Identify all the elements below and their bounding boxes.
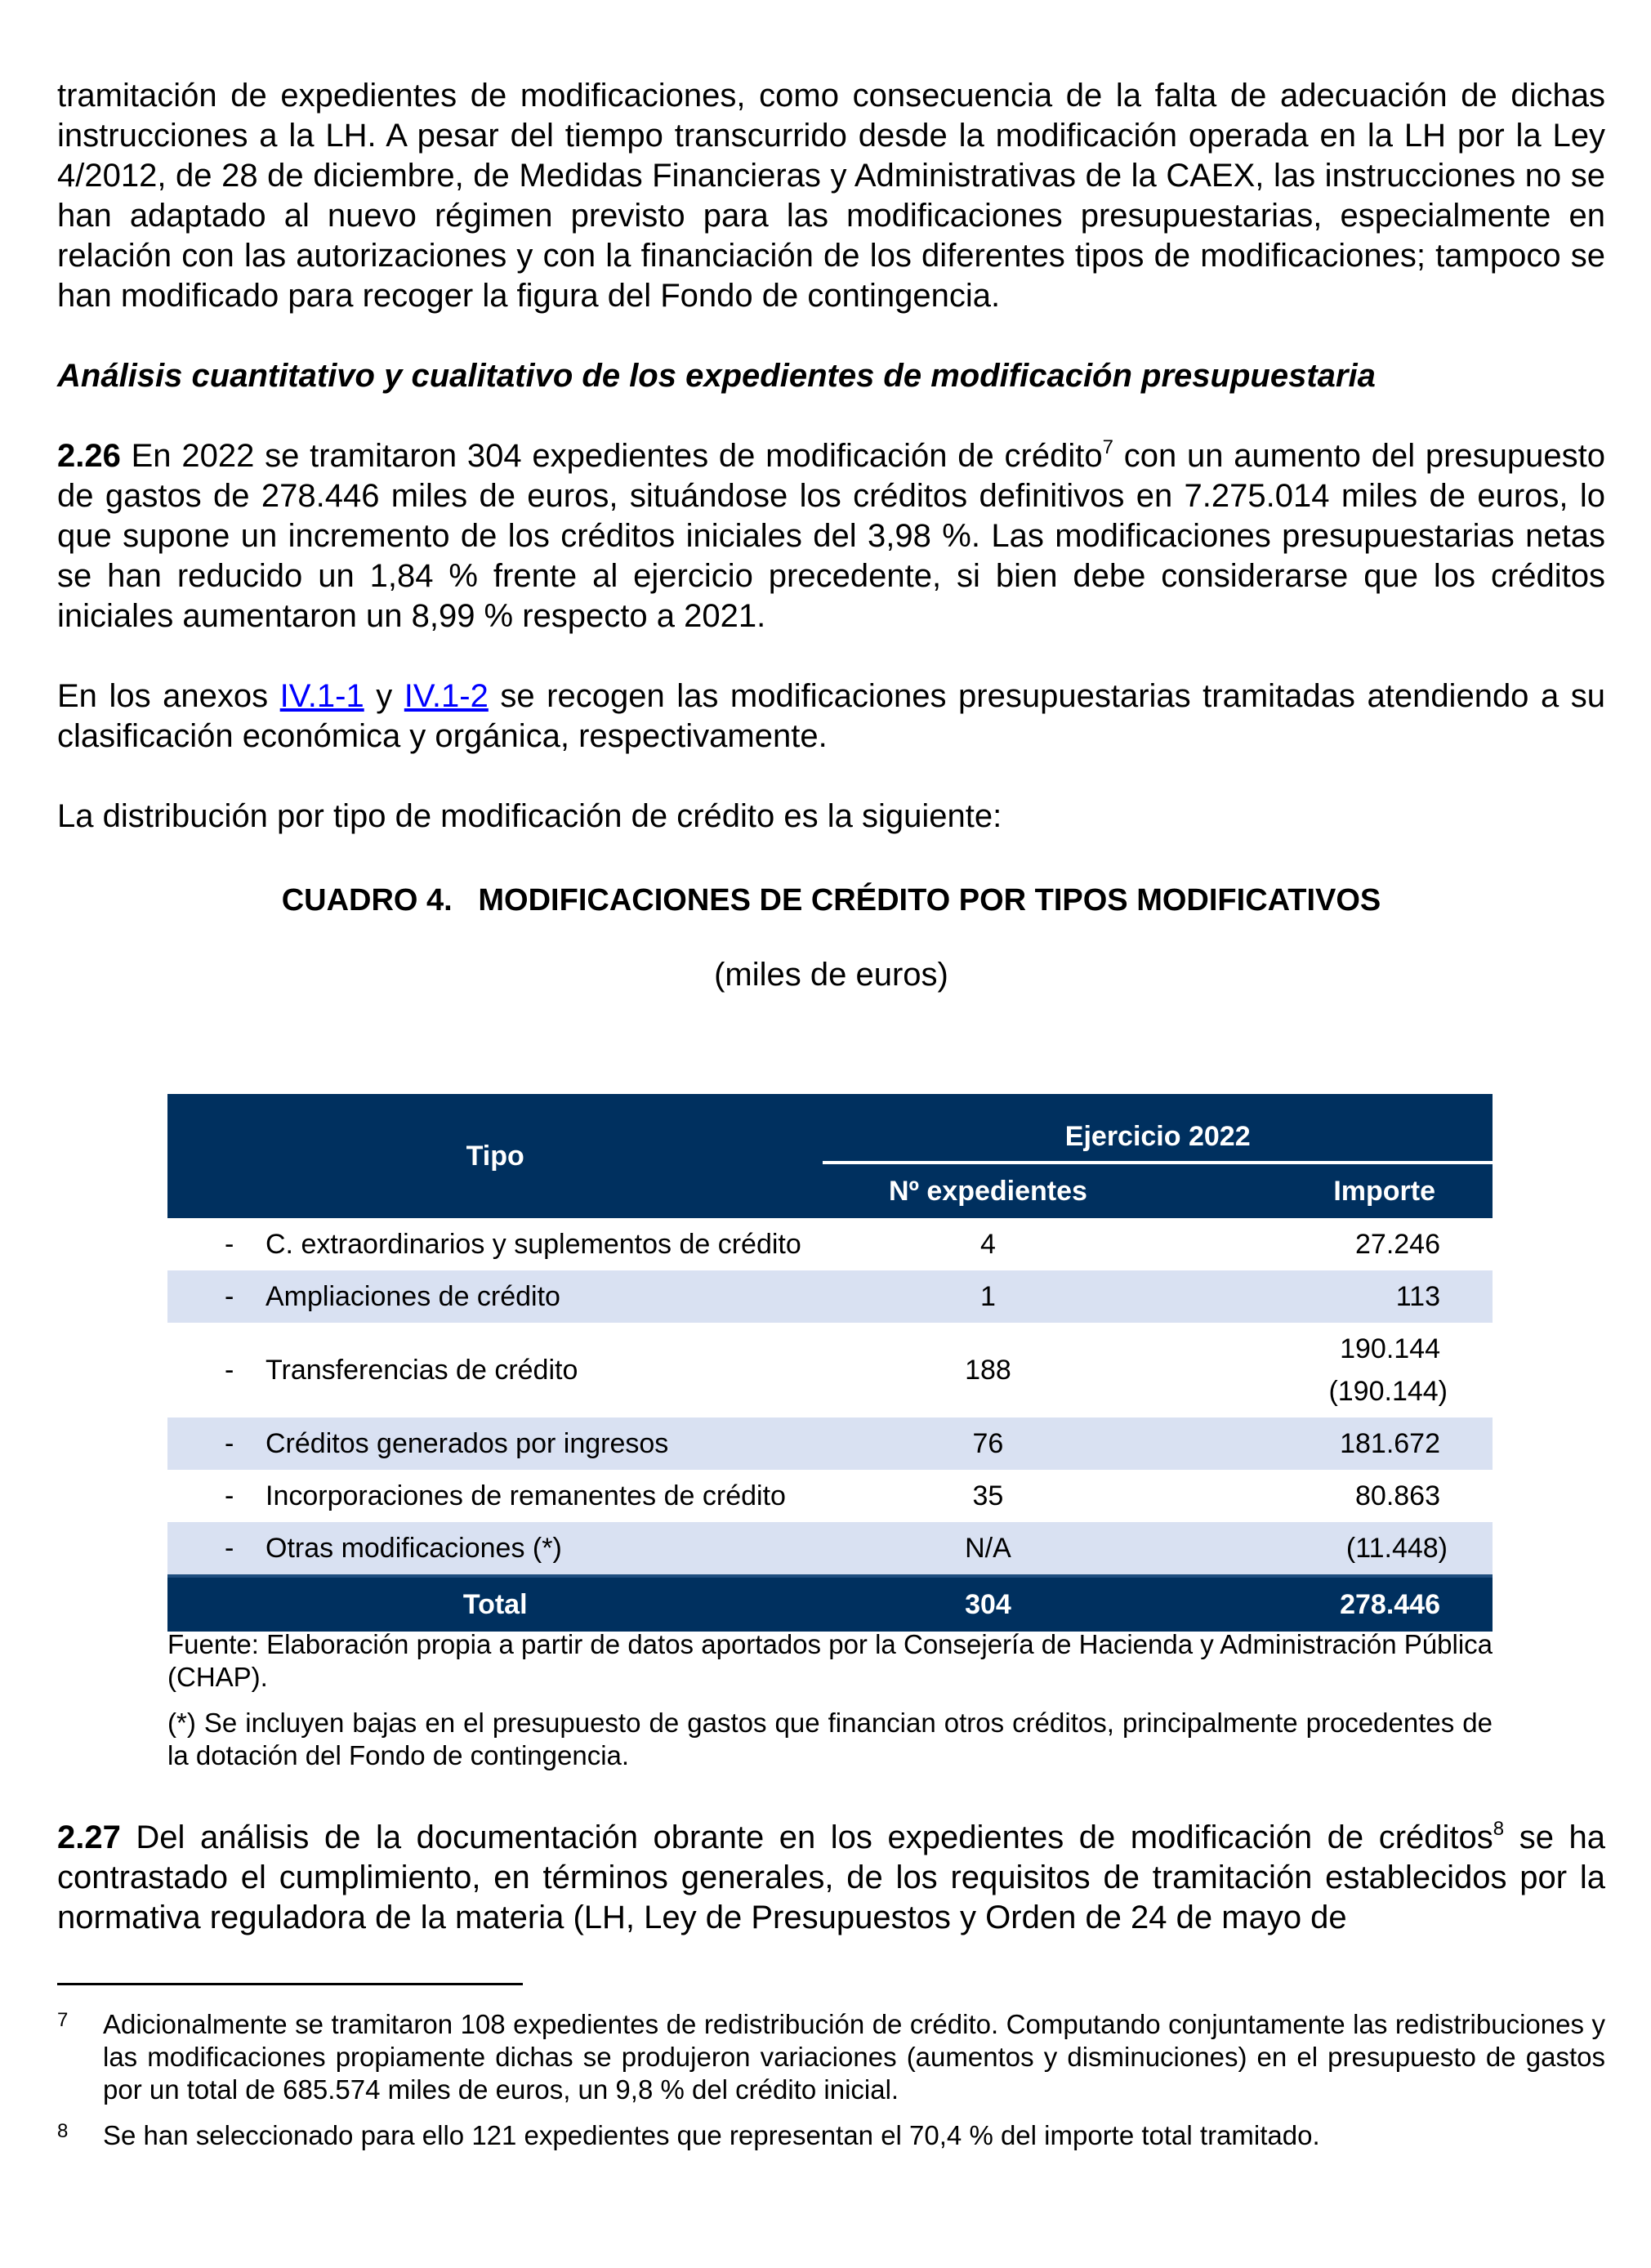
row-label: Transferencias de crédito xyxy=(265,1354,578,1386)
importe-decrease: (190.144) xyxy=(1328,1376,1448,1407)
table-notes xyxy=(167,1628,1493,1772)
total-label: Total xyxy=(167,1576,823,1632)
row-label: C. extraordinarios y suplementos de crédito xyxy=(265,1228,801,1260)
bullet-dash: - xyxy=(225,1354,234,1386)
paragraph-2-26 xyxy=(57,436,1605,636)
cell-tipo xyxy=(167,1418,823,1470)
row-label: Otras modificaciones (*) xyxy=(265,1532,562,1564)
section-heading: Análisis cuantitativo y cualitativo de los expedientes de modificación presupuestaria xyxy=(57,358,1376,394)
footnote-separator xyxy=(57,1983,523,1985)
intro-paragraph: tramitación de expedientes de modificaciones, como consecuencia de la falta de adecuación de dichas instrucciones a la LH. A pesar del tiempo transcurrido desde la modificación operada en la LH por la Ley 4/2012, de 28 de diciembre, de Medidas Financieras y Administrativas de la CAEX, las instrucciones no se han adaptado al nuevo régimen previsto para las modificaciones presupuestarias, especialmente en relación con las autorizaciones y con la financiación de los diferentes tipos de modificaciones; tampoco se han modificado para recoger la figura del Fondo de contingencia. xyxy=(57,78,1605,314)
paragraph-text: con un aumento del presupuesto de gastos de 278.446 miles de euros, situándose los créditos definitivos en 7.275.014 miles de euros, lo que supone un incremento de los créditos iniciales del 3,98 %. Las modificaciones presupuestarias netas se han reducido un 1,84 % frente al ejercicio precedente, si bien debe considerarse que los créditos iniciales aumentaron un 8,99 % respecto a 2021. xyxy=(57,438,1605,634)
paragraph-text: y xyxy=(364,678,404,714)
cell-importe xyxy=(1153,1323,1493,1418)
footnote-mark: 8 xyxy=(57,2120,69,2142)
paragraph-text: En los anexos xyxy=(57,678,280,714)
cell-n-expedientes: 35 xyxy=(972,1480,1004,1511)
table-row xyxy=(167,1470,1493,1522)
paragraph-text: se ha contrastado el cumplimiento, en términos generales, de los requisitos de tramitación establecidos por la normativa reguladora de la materia (LH, Ley de Presupuestos y Orden de 24 de mayo de xyxy=(57,1819,1606,1935)
cell-importe: 80.863 xyxy=(1355,1480,1440,1511)
bullet-dash: - xyxy=(225,1480,234,1511)
table-row xyxy=(167,1418,1493,1470)
cell-tipo xyxy=(167,1323,823,1418)
table-row xyxy=(167,1270,1493,1323)
modifications-table xyxy=(167,1094,1493,1632)
cell-importe: 27.246 xyxy=(1355,1228,1440,1260)
paragraph-number: 2.26 xyxy=(57,438,121,474)
cell-n-expedientes: 4 xyxy=(979,1228,996,1260)
paragraph-2-27 xyxy=(57,1818,1605,1938)
paragraph-text: se recogen las modificaciones presupuestarias tramitadas atendiendo a su clasificación económica y orgánica, respectivamente. xyxy=(57,678,1605,754)
paragraph-text: Del análisis de la documentación obrante en los expedientes de modificación de créditos xyxy=(120,1819,1493,1855)
cell-n-expedientes: N/A xyxy=(823,1522,1153,1576)
cell-tipo xyxy=(167,1270,823,1323)
cell-importe: (11.448) xyxy=(1153,1522,1493,1576)
cell-n-expedientes: 1 xyxy=(823,1270,1153,1323)
bullet-dash: - xyxy=(225,1228,234,1260)
table-subtitle: (miles de euros) xyxy=(714,957,948,993)
annex-link-iv-1-1[interactable]: IV.1-1 xyxy=(279,678,364,714)
importe-increase: 190.144 xyxy=(1340,1333,1440,1364)
footnote-8 xyxy=(57,2119,1605,2152)
table-row xyxy=(167,1323,1493,1418)
cell-n-expedientes: 76 xyxy=(823,1418,1153,1470)
footnote-mark: 7 xyxy=(57,2009,69,2031)
footnote-text: Se han seleccionado para ello 121 expedientes que representan el 70,4 % del importe total tramitado. xyxy=(103,2120,1320,2150)
footnote-text: Adicionalmente se tramitaron 108 expedientes de redistribución de crédito. Computando conjuntamente las redistribuciones y las modificaciones propiamente dichas se produjeron variaciones (aumentos y disminuciones) en el presupuesto de gastos por un total de 685.574 miles de euros, un 9,8 % del crédito inicial. xyxy=(103,2009,1605,2105)
paragraph-number: 2.27 xyxy=(57,1819,121,1855)
total-n-expedientes: 304 xyxy=(823,1576,1153,1632)
cell-tipo xyxy=(167,1218,823,1270)
table-row xyxy=(167,1522,1493,1576)
footnote-ref-8[interactable]: 8 xyxy=(1493,1817,1505,1840)
row-label: Créditos generados por ingresos xyxy=(265,1427,669,1459)
row-label: Ampliaciones de crédito xyxy=(265,1280,560,1312)
footnotes xyxy=(57,2008,1605,2152)
total-importe: 278.446 xyxy=(1153,1576,1493,1632)
table-total-row xyxy=(167,1576,1493,1632)
bullet-dash: - xyxy=(225,1280,234,1312)
paragraph-text: En 2022 se tramitaron 304 expedientes de modificación de crédito xyxy=(120,438,1103,474)
column-header-importe: Importe xyxy=(1153,1163,1493,1218)
cell-n-expedientes: 188 xyxy=(965,1354,1011,1386)
column-header-tipo: Tipo xyxy=(167,1094,823,1218)
page-body xyxy=(57,76,1605,995)
row-label: Incorporaciones de remanentes de crédito xyxy=(265,1480,786,1511)
cell-tipo xyxy=(167,1522,823,1576)
bullet-dash: - xyxy=(225,1532,234,1564)
bullet-dash: - xyxy=(225,1427,234,1459)
table-row xyxy=(167,1218,1493,1270)
footnote-ref-7[interactable]: 7 xyxy=(1102,435,1113,458)
table-source: Fuente: Elaboración propia a partir de datos aportados por la Consejería de Hacienda y Administración Pública (CHAP). xyxy=(167,1629,1493,1692)
cell-tipo xyxy=(167,1470,823,1522)
column-header-n-expedientes: Nº expedientes xyxy=(823,1163,1153,1218)
cell-importe: 181.672 xyxy=(1153,1418,1493,1470)
column-group-header: Ejercicio 2022 xyxy=(823,1094,1493,1163)
annex-paragraph xyxy=(57,676,1605,757)
table-asterisk-note: (*) Se incluyen bajas en el presupuesto de gastos que financian otros créditos, principalmente procedentes de la dotación del Fondo de contingencia. xyxy=(167,1708,1493,1770)
annex-link-iv-1-2[interactable]: IV.1-2 xyxy=(404,678,489,714)
cell-importe: 113 xyxy=(1153,1270,1493,1323)
footnote-7 xyxy=(57,2008,1605,2106)
table-title: CUADRO 4. MODIFICACIONES DE CRÉDITO POR TIPOS MODIFICATIVOS xyxy=(281,883,1381,917)
distribution-intro: La distribución por tipo de modificación de crédito es la siguiente: xyxy=(57,798,1002,834)
paragraph-2-27-container xyxy=(57,1818,1605,1938)
